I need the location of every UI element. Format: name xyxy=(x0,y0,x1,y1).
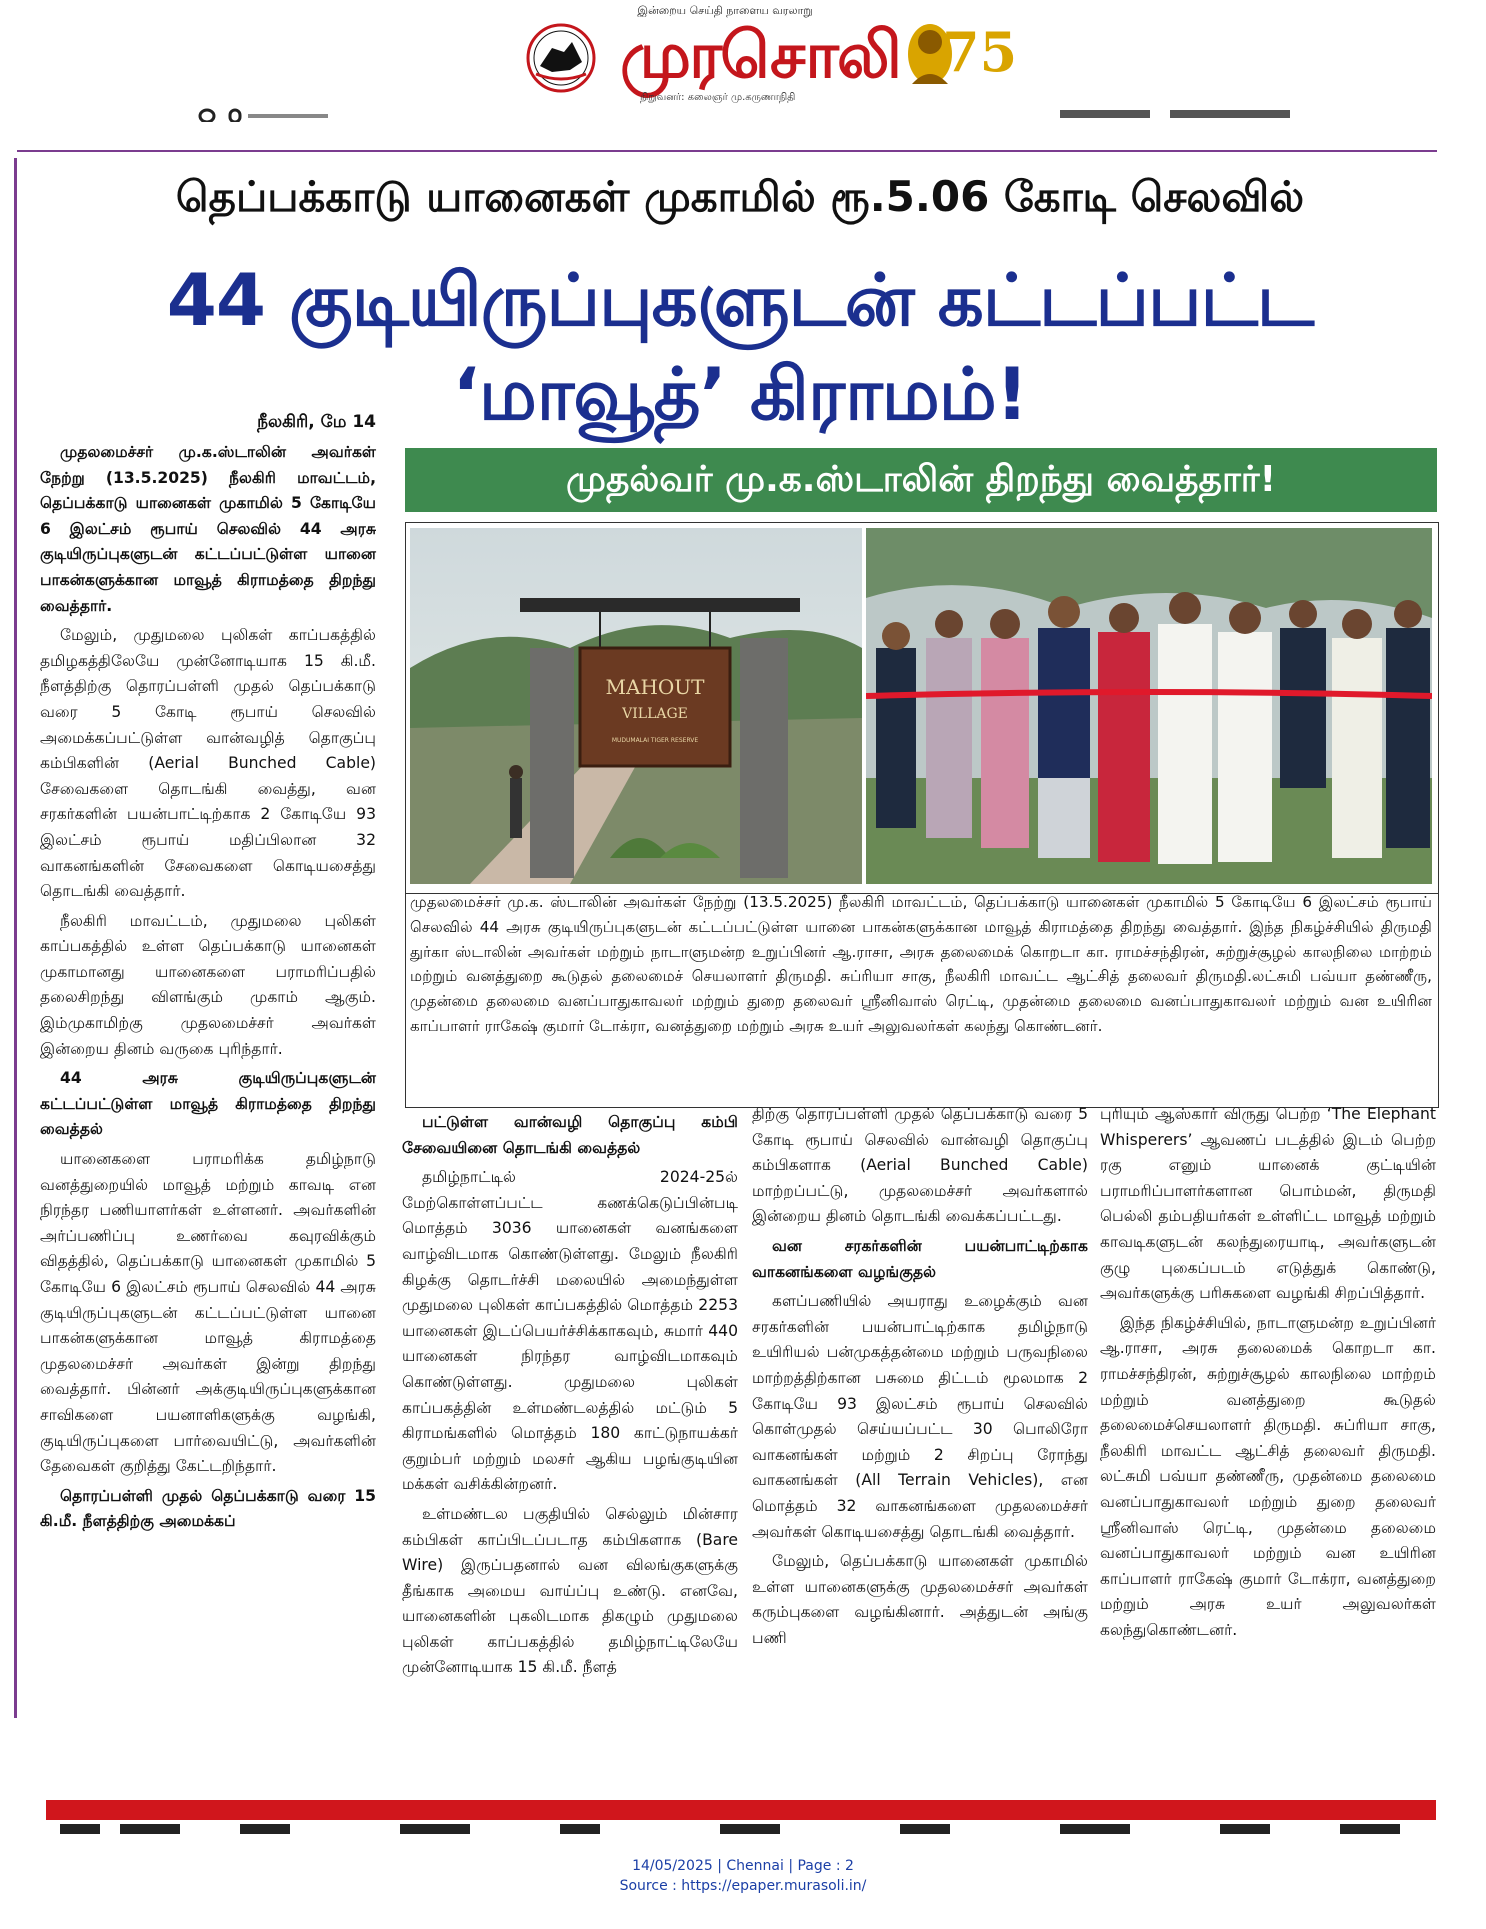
sign-line-1: MAHOUT xyxy=(605,675,705,699)
photo-caption: முதலமைச்சர் மு.க. ஸ்டாலின் அவர்கள் நேற்று (13.5.2025) நீலகிரி மாவட்டம், தெப்பக்காடு யானைகள் முகாமில் 5 கோடியே 6 இலட்சம் ரூபாய் செலவில் 44 அரசு குடியிருப்புகளுடன் கட்டப்பட்டுள்ள யானை பாகன்களுக்கான மாவூத் கிராமத்தை திறந்து வைத்தார். இந்த நிகழ்ச்சியில் திருமதி துர்கா ஸ்டாலின் அவர்கள் மற்றும் நாடாளுமன்ற உறுப்பினர் ஆ.ராசா, அரசு தலைமைக் கொறடா கா. ராமச்சந்திரன், சுற்றுச்சூழல் காலநிலை மாற்றம் மற்றும் வனத்துறை கூடுதல் தலைமைச் செயலாளர் திருமதி. சுப்ரியா சாகு, நீலகிரி மாவட்ட ஆட்சித் தலைவர் திருமதி.லட்சுமி பவ்யா தண்ணீரு, முதன்மை தலைமை வனப்பாதுகாவலர் மற்றும் துறை தலைவர் ஸ்ரீனிவாஸ் ரெட்டி, முதன்மை தலைமை வனப்பாதுகாவலர் மற்றும் வன உயிரின காப்பாளர் ராகேஷ் குமார் டோக்ரா, வனத்துறை மற்றும் அரசு உயர் அலுவலர்கள் கலந்து கொண்டனர். xyxy=(410,893,1432,1035)
sign-line-2: VILLAGE xyxy=(622,706,688,722)
paragraph: புரியும் ஆஸ்கார் விருது பெற்ற ‘The Elephant Whisperers’ ஆவணப் படத்தில் இடம் பெற்ற ரகு எனும் யானைக் குட்டியின் பராமரிப்பாளர்களான பொம்மன், திருமதி பெல்லி தம்பதியர்கள் உள்ளிட்ட மாவூத் மற்றும் காவடிகளுடன் கலந்துரையாடி, அவர்களுடன் குழு புகைப்படம் எடுத்துக் கொண்டு, அவர்களுக்கு பரிசுகளை வழங்கி சிறப்பித்தார். xyxy=(1100,1105,1436,1303)
anniversary-badge xyxy=(900,14,1018,104)
paragraph: தமிழ்நாட்டில் 2024-25ல் மேற்கொள்ளப்பட்ட கணக்கெடுப்பின்படி மொத்தம் 3036 யானைகள் வனங்களை வாழ்விடமாக கொண்டுள்ளது. மேலும் நீலகிரி கிழக்கு தொடர்ச்சி மலையில் அமைந்துள்ள முதுமலை புலிகள் காப்பகத்தில் மொத்தம் 2253 யானைகள் இடப்பெயர்ச்சிக்காகவும், சுமார் 440 யானைகள் நிரந்தர வாழ்விடமாகவும் கொண்டுள்ளது. முதுமலை புலிகள் காப்பகத்தின் உள்மண்டலத்தில் மட்டும் 5 கிராமங்களில் மொத்தம் 180 காட்டுநாயக்கர் குறும்பர் மற்றும் மலசர் ஆகிய பழங்குடியின மக்கள் வசிக்கின்றனர். xyxy=(402,1168,738,1494)
green-banner: முதல்வர் மு.க.ஸ்டாலின் திறந்து வைத்தார்! xyxy=(405,448,1437,512)
newspaper-logo: முரசொலி xyxy=(620,18,900,93)
cropped-header-strip xyxy=(0,104,1486,122)
column-1 xyxy=(40,440,376,1539)
paragraph: முதலமைச்சர் மு.க.ஸ்டாலின் அவர்கள் நேற்று (13.5.2025) நீலகிரி மாவட்டம், தெப்பக்காடு யானைகள் முகாமில் 5 கோடியே 6 இலட்சம் ரூபாய் செலவில் 44 அரசு குடியிருப்புகளுடன் கட்டப்பட்டுள்ள யானை பாகன்களுக்கான மாவூத் கிராமத்தை திறந்து வைத்தார். xyxy=(40,443,376,615)
paragraph: மேலும், முதுமலை புலிகள் காப்பகத்தில் தமிழகத்திலேயே முன்னோடியாக 15 கி.மீ. நீளத்திற்கு தொரப்பள்ளி முதல் தெப்பக்காடு வரை 5 கோடி ரூபாய் செலவில் அமைக்கப்பட்டுள்ள வான்வழித் தொகுப்பு கம்பிகளின் (Aerial Bunched Cable) சேவைகளை தொடங்கி வைத்து, வன சரகர்களின் பயன்பாட்டிற்காக 2 கோடியே 93 இலட்சம் ரூபாய் மதிப்பிலான 32 வாகனங்களின் சேவைகளை கொடியசைத்து தொடங்கி வைத்தார். xyxy=(40,626,376,901)
paragraph: இந்த நிகழ்ச்சியில், நாடாளுமன்ற உறுப்பினர் ஆ.ராசா, அரசு தலைமைக் கொறடா கா. ராமச்சந்திரன், சுற்றுச்சூழல் காலநிலை மாற்றம் மற்றும் வனத்துறை கூடுதல் தலைமைச்செயலாளர் திருமதி. சுப்ரியா சாகு, நீலகிரி மாவட்ட ஆட்சித் தலைவர் திருமதி. லட்சுமி பவ்யா தண்ணீரு, முதன்மை தலைமை வனப்பாதுகாவலர் மற்றும் துறை தலைவர் ஸ்ரீனிவாஸ் ரெட்டி, முதன்மை தலைமை வனப்பாதுகாவலர் மற்றும் வன உயிரின காப்பாளர் ராகேஷ் குமார் டோக்ரா, வனத்துறை மற்றும் அரசு உயர் அலுவலர்கள் கலந்துகொண்டனர். xyxy=(1100,1313,1436,1639)
column-2 xyxy=(402,1110,738,1685)
column-4 xyxy=(1100,1102,1436,1647)
masthead-tagline: இன்றைய செய்தி நாளைய வரலாறு xyxy=(637,4,813,17)
subheading: தொரப்பள்ளி முதல் தெப்பக்காடு வரை 15 கி.மீ. நீளத்திற்கு அமைக்கப் xyxy=(40,1486,376,1531)
footer-date-page: 14/05/2025 | Chennai | Page : 2 xyxy=(632,1858,854,1874)
rising-sun-emblem-icon xyxy=(522,22,600,94)
advert-band-cropped xyxy=(40,1820,1440,1840)
masthead xyxy=(0,0,1486,110)
paragraph: களப்பணியில் அயராது உழைக்கும் வன சரகர்களின் பயன்பாட்டிற்காக தமிழ்நாடு உயிரியல் பன்முகத்தன்மை மற்றும் பருவநிலை மாற்றத்திற்கான பசுமை திட்டம் மூலமாக 2 கோடியே 93 இலட்சம் ரூபாய் செலவில் கொள்முதல் செய்யப்பட்ட 30 பொலிரோ வாகனங்கள் மற்றும் 2 சிறப்பு ரோந்து வாகனங்கள் (All Terrain Vehicles), என மொத்தம் 32 வாகனங்களை முதலமைச்சர் அவர்கள் கொடியசைத்து தொடங்கி வைத்தார். xyxy=(752,1292,1088,1541)
paragraph: திற்கு தொரப்பள்ளி முதல் தெப்பக்காடு வரை 5 கோடி ரூபாய் செலவில் வான்வழி தொகுப்பு கம்பிகளாக (Aerial Bunched Cable) மாற்றப்பட்டு, முதலமைச்சர் அவர்களால் இன்றைய தினம் தொடங்கி வைக்கப்பட்டது. xyxy=(752,1105,1088,1226)
sign-line-3: MUDUMALAI TIGER RESERVE xyxy=(611,737,699,744)
subheading: பட்டுள்ள வான்வழி தொகுப்பு கம்பி சேவையினை தொடங்கி வைத்தல் xyxy=(402,1113,738,1157)
dateline: நீலகிரி, மே 14 xyxy=(257,412,376,432)
page-footer xyxy=(0,1856,1486,1896)
article-headline: 44 குடியிருப்புகளுடன் கட்டப்பட்ட ‘மாவூத்’ கிராமம்! xyxy=(166,258,1314,436)
frame-left-rule xyxy=(0,158,17,1718)
paragraph: மேலும், தெப்பக்காடு யானைகள் முகாமில் உள்ள யானைகளுக்கு முதலமைச்சர் அவர்கள் கரும்புகளை வழங்கினார். அத்துடன் அங்கு பணி xyxy=(752,1552,1088,1647)
paragraph: யானைகளை பராமரிக்க தமிழ்நாடு வனத்துறையில் மாவூத் மற்றும் காவடி என நிரந்தர பணியாளர்கள் உள்ளனர். அவர்களின் அர்ப்பணிப்பு உணர்வை கவுரவிக்கும் விதத்தில், தெப்பக்காடு யானைகள் முகாமில் 5 கோடியே 6 இலட்சம் ரூபாய் செலவில் 44 அரசு குடியிருப்புகளுடன் கட்டப்பட்டுள்ள யானை பாகன்களுக்கான மாவூத் கிராமத்தை முதலமைச்சர் அவர்கள் இன்று திறந்து வைத்தார். பின்னர் அக்குடியிருப்புகளுக்கான சாவிகளை பயனாளிகளுக்கு வழங்கி, குடியிருப்புகளை பார்வையிட்டு, அவர்களின் தேவைகள் குறித்து கேட்டறிந்தார். xyxy=(40,1150,376,1476)
footer-source: Source : https://epaper.murasoli.in/ xyxy=(619,1878,867,1894)
anniversary-number: 75 xyxy=(942,20,1018,84)
paragraph: நீலகிரி மாவட்டம், முதுமலை புலிகள் காப்பகத்தில் உள்ள தெப்பக்காடு யானைகள் முகாமானது யானைகளை பராமரிப்பதில் தலைசிறந்து விளங்கும் முகாம் ஆகும். இம்முகாமிற்கு முதலமைச்சர் அவர்கள் இன்றைய தினம் வருகை புரிந்தார். xyxy=(40,911,376,1058)
article-kicker: தெப்பக்காடு யானைகள் முகாமில் ரூ.5.06 கோடி செலவில் xyxy=(175,172,1305,221)
subheading: வன சரகர்களின் பயன்பாட்டிற்காக வாகனங்களை வழங்குதல் xyxy=(752,1236,1088,1281)
logo-founder-line: நிறுவனர்: கலைஞர் மு.கருணாநிதி xyxy=(640,92,796,103)
column-3 xyxy=(752,1102,1088,1655)
frame-top-rule xyxy=(17,150,1437,152)
paragraph: உள்மண்டல பகுதியில் செல்லும் மின்சார கம்பிகள் காப்பிடப்படாத கம்பிகளாக (Bare Wire) இருப்பதனால் வன விலங்குகளுக்கு தீங்காக அமைய வாய்ப்பு உண்டு. எனவே, யானைகளின் புகலிடமாக திகழும் முதுமலை புலிகள் காப்பகத்தில் தமிழ்நாட்டிலேயே முன்னோடியாக 15 கி.மீ. நீளத் xyxy=(402,1504,738,1677)
subheading: 44 அரசு குடியிருப்புகளுடன் கட்டப்பட்டுள்ள மாவூத் கிராமத்தை திறந்து வைத்தல் xyxy=(40,1069,376,1139)
mahout-village-sign-photo xyxy=(410,528,862,884)
ribbon-cutting-photo xyxy=(866,528,1432,884)
